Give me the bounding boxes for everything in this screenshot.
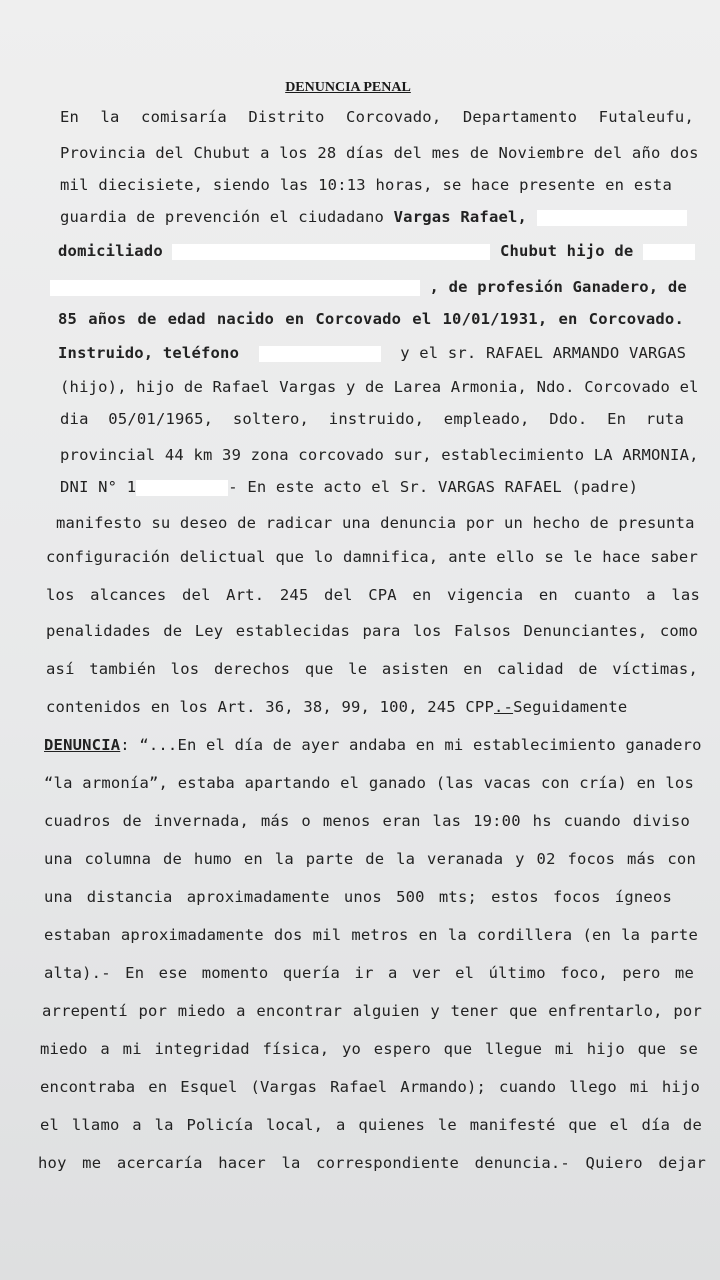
redaction-box: [259, 346, 381, 362]
text-line: [46, 698, 627, 716]
text-line: el llamo a la Policía local, a quienes le manifesté que el día de: [40, 1116, 702, 1134]
text-line: (hijo), hijo de Rafael Vargas y de Larea Armonia, Ndo. Corcovado el: [60, 378, 699, 396]
text-fragment: Instruido, teléfono: [58, 344, 240, 362]
text-fragment: domiciliado: [58, 242, 163, 260]
text-fragment: : “...En el día de ayer andaba en mi establecimiento ganadero: [120, 736, 702, 754]
text-line: 85 años de edad nacido en Corcovado el 10/01/1931, en Corcovado.: [58, 310, 684, 328]
text-line: [44, 736, 702, 754]
text-fragment: guardia de prevención el ciudadano: [60, 208, 385, 226]
text-fragment: - En este acto el Sr. VARGAS RAFAEL (padre): [228, 478, 639, 496]
text-line: una distancia aproximadamente unos 500 mts; estos focos ígneos: [44, 888, 672, 906]
text-line: penalidades de Ley establecidas para los Falsos Denunciantes, como: [46, 622, 698, 640]
text-line: provincial 44 km 39 zona corcovado sur, establecimiento LA ARMONIA,: [60, 446, 699, 464]
text-line: hoy me acercaría hacer la correspondiente denuncia.- Quiero dejar: [38, 1154, 706, 1172]
text-line: [60, 208, 687, 226]
text-fragment: , de profesión Ganadero, de: [429, 278, 687, 296]
redaction-box: [537, 210, 687, 226]
page-title: DENUNCIA PENAL: [285, 80, 411, 95]
redaction-box: [643, 244, 695, 260]
text-line: cuadros de invernada, más o menos eran las 19:00 hs cuando diviso: [44, 812, 690, 830]
text-fragment: Vargas Rafael,: [393, 208, 528, 226]
text-line: los alcances del Art. 245 del CPA en vigencia en cuanto a las: [46, 586, 700, 604]
text-line: Provincia del Chubut a los 28 días del mes de Noviembre del año dos: [60, 144, 699, 162]
text-line: [60, 478, 638, 496]
text-line: estaban aproximadamente dos mil metros en la cordillera (en la parte: [44, 926, 698, 944]
text-line: [58, 242, 695, 260]
text-line: así también los derechos que le asisten en calidad de víctimas,: [46, 660, 698, 678]
text-line: [50, 278, 687, 296]
text-fragment: contenidos en los Art. 36, 38, 99, 100, 245 CPP: [46, 698, 494, 716]
text-line: miedo a mi integridad física, yo espero que llegue mi hijo que se: [40, 1040, 698, 1058]
text-line: una columna de humo en la parte de la veranada y 02 focos más con: [44, 850, 696, 868]
text-fragment: DNI N° 1: [60, 478, 137, 496]
text-line: arrepentí por miedo a encontrar alguien y tener que enfrentarlo, por: [42, 1002, 702, 1020]
redaction-box: [50, 280, 420, 296]
text-line: [58, 344, 686, 362]
text-line: mil diecisiete, siendo las 10:13 horas, se hace presente en esta: [60, 176, 672, 194]
text-line: En la comisaría Distrito Corcovado, Departamento Futaleufu,: [60, 108, 694, 126]
text-line: dia 05/01/1965, soltero, instruido, empleado, Ddo. En ruta: [60, 410, 684, 428]
text-fragment: Chubut hijo de: [499, 242, 634, 260]
text-line: configuración delictual que lo damnifica, ante ello se le hace saber: [46, 548, 698, 566]
text-line: encontraba en Esquel (Vargas Rafael Armando); cuando llego mi hijo: [40, 1078, 700, 1096]
text-line: alta).- En ese momento quería ir a ver el último foco, pero me: [44, 964, 694, 982]
text-fragment: DENUNCIA: [44, 736, 121, 754]
text-line: manifesto su deseo de radicar una denuncia por un hecho de presunta: [56, 514, 695, 532]
text-fragment: Seguidamente: [513, 698, 628, 716]
redaction-box: [172, 244, 490, 260]
text-line: “la armonía”, estaba apartando el ganado (las vacas con cría) en los: [44, 774, 694, 792]
text-fragment: .-: [494, 698, 514, 716]
redaction-box: [136, 480, 228, 496]
text-fragment: y el sr. RAFAEL ARMANDO VARGAS: [400, 344, 687, 362]
